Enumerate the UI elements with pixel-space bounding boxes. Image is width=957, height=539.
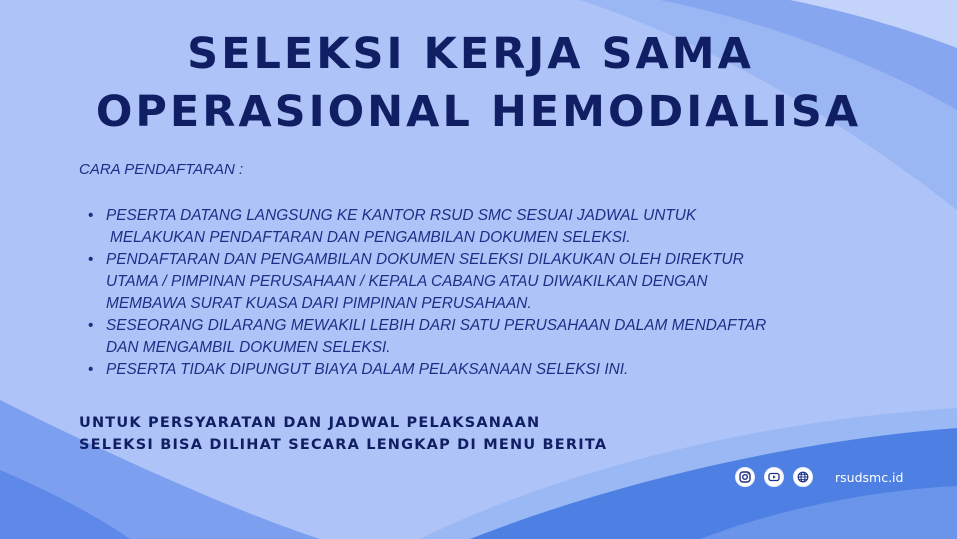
globe-icon[interactable] xyxy=(793,467,813,487)
list-item-text: • PENDAFTARAN DAN PENGAMBILAN DOKUMEN SELEKSI DILAKUKAN OLEH DIREKTUR xyxy=(106,251,744,268)
list-item-text: • PESERTA TIDAK DIPUNGUT BIAYA DALAM PELAKSANAAN SELEKSI INI. xyxy=(106,361,629,378)
page-title-line-1: SELEKSI KERJA SAMA xyxy=(187,29,754,79)
footer-note xyxy=(79,412,607,456)
list-item-text: MEMBAWA SURAT KUASA DARI PIMPINAN PERUSAHAAN. xyxy=(106,295,532,312)
website-handle[interactable]: rsudsmc.id xyxy=(835,469,904,485)
youtube-icon[interactable] xyxy=(764,467,784,487)
registration-heading: CARA PENDAFTARAN : xyxy=(79,161,244,178)
list-item xyxy=(86,205,866,249)
list-item-text: • PESERTA DATANG LANGSUNG KE KANTOR RSUD SMC SESUAI JADWAL UNTUK xyxy=(106,207,697,224)
instagram-icon[interactable] xyxy=(735,467,755,487)
list-item xyxy=(86,359,866,381)
footer-note-line-2: SELEKSI BISA DILIHAT SECARA LENGKAP DI MENU BERITA xyxy=(79,437,608,453)
footer-note-line-1: UNTUK PERSYARATAN DAN JADWAL PELAKSANAAN xyxy=(79,415,541,431)
list-item xyxy=(86,315,866,359)
page-title-line-2: OPERASIONAL HEMODIALISA xyxy=(95,87,862,137)
list-item-text: DAN MENGAMBIL DOKUMEN SELEKSI. xyxy=(106,339,391,356)
registration-list xyxy=(86,205,866,381)
list-item-text: UTAMA / PIMPINAN PERUSAHAAN / KEPALA CABANG ATAU DIWAKILKAN DENGAN xyxy=(106,273,708,290)
list-item-text: • SESEORANG DILARANG MEWAKILI LEBIH DARI SATU PERUSAHAAN DALAM MENDAFTAR xyxy=(106,317,767,334)
list-item xyxy=(86,249,866,315)
social-links xyxy=(735,466,903,488)
list-item-text: MELAKUKAN PENDAFTARAN DAN PENGAMBILAN DOKUMEN SELEKSI. xyxy=(110,229,631,246)
